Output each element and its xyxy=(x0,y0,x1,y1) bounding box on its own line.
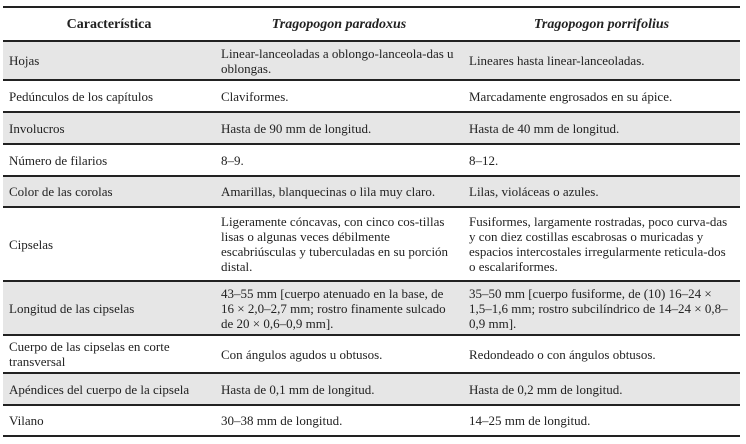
porrifolius-cell: 35–50 mm [cuerpo fusiforme, de (10) 16–24 × 1,5–1,6 mm; rostro subcilíndrico de 14–24 × 0,8–0,9 mm]. xyxy=(469,285,728,331)
porrifolius-cell: Hasta de 0,2 mm de longitud. xyxy=(469,381,623,397)
table-row xyxy=(3,374,740,406)
paradoxus-cell: 30–38 mm de longitud. xyxy=(221,413,343,428)
feature-cell: Cipselas xyxy=(9,236,54,252)
feature-cell: Apéndices del cuerpo de la cipsela xyxy=(9,381,190,397)
paradoxus-cell: Hasta de 0,1 mm de longitud. xyxy=(221,381,375,397)
porrifolius-cell: Hasta de 40 mm de longitud. xyxy=(469,120,620,136)
table-row xyxy=(3,145,740,177)
feature-cell: Longitud de las cipselas xyxy=(9,300,135,316)
porrifolius-cell: Lineares hasta linear-lanceoladas. xyxy=(469,53,645,68)
paradoxus-cell: Ligeramente cóncavas, con cinco cos-tillas lisas o algunas veces débilmente escabriúsculas y tuberculadas en su porción distal. xyxy=(221,214,449,274)
table-header-row xyxy=(3,8,740,42)
porrifolius-cell: Marcadamente engrosados en su ápice. xyxy=(469,88,673,104)
feature-cell: Cuerpo de las cipselas en corte transversal xyxy=(9,339,170,369)
header-feature: Característica xyxy=(66,16,152,32)
porrifolius-cell: 14–25 mm de longitud. xyxy=(469,413,591,428)
paradoxus-cell: Claviformes. xyxy=(221,88,289,104)
feature-cell: Involucros xyxy=(9,120,65,136)
porrifolius-cell: 8–12. xyxy=(469,152,499,168)
table-row xyxy=(3,177,740,208)
header-paradoxus: Tragopogon paradoxus xyxy=(271,16,407,32)
paradoxus-cell: Hasta de 90 mm de longitud. xyxy=(221,120,372,136)
porrifolius-cell: Fusiformes, largamente rostradas, poco curva-das y con diez costillas escabrosas o muricadas y espacios intercostales irregularmente reticula-dos o escalariformes. xyxy=(469,214,728,274)
header-porrifolius: Tragopogon porrifolius xyxy=(533,16,670,32)
table-row xyxy=(3,81,740,113)
table-row xyxy=(3,42,740,81)
table-row xyxy=(3,336,740,374)
feature-cell: Número de filarios xyxy=(9,152,108,168)
paradoxus-cell: Linear-lanceoladas a oblongo-lanceola-das u oblongas. xyxy=(221,45,454,76)
table-row xyxy=(3,406,740,437)
table-row xyxy=(3,282,740,336)
feature-cell: Pedúnculos de los capítulos xyxy=(9,88,154,104)
paradoxus-cell: Amarillas, blanquecinas o lila muy claro. xyxy=(221,184,436,199)
table-row xyxy=(3,113,740,145)
porrifolius-cell: Redondeado o con ángulos obtusos. xyxy=(469,346,656,362)
feature-cell: Vilano xyxy=(9,413,44,428)
table-row xyxy=(3,208,740,282)
paradoxus-cell: Con ángulos agudos u obtusos. xyxy=(221,346,383,362)
paradoxus-cell: 8–9. xyxy=(221,152,244,168)
feature-cell: Color de las corolas xyxy=(9,184,113,199)
feature-cell: Hojas xyxy=(9,53,40,68)
comparison-table xyxy=(3,6,740,437)
porrifolius-cell: Lilas, violáceas o azules. xyxy=(469,184,599,199)
paradoxus-cell: 43–55 mm [cuerpo atenuado en la base, de 16 × 2,0–2,7 mm; rostro finamente sulcado de 20 × 0,6–0,9 mm]. xyxy=(221,285,446,331)
